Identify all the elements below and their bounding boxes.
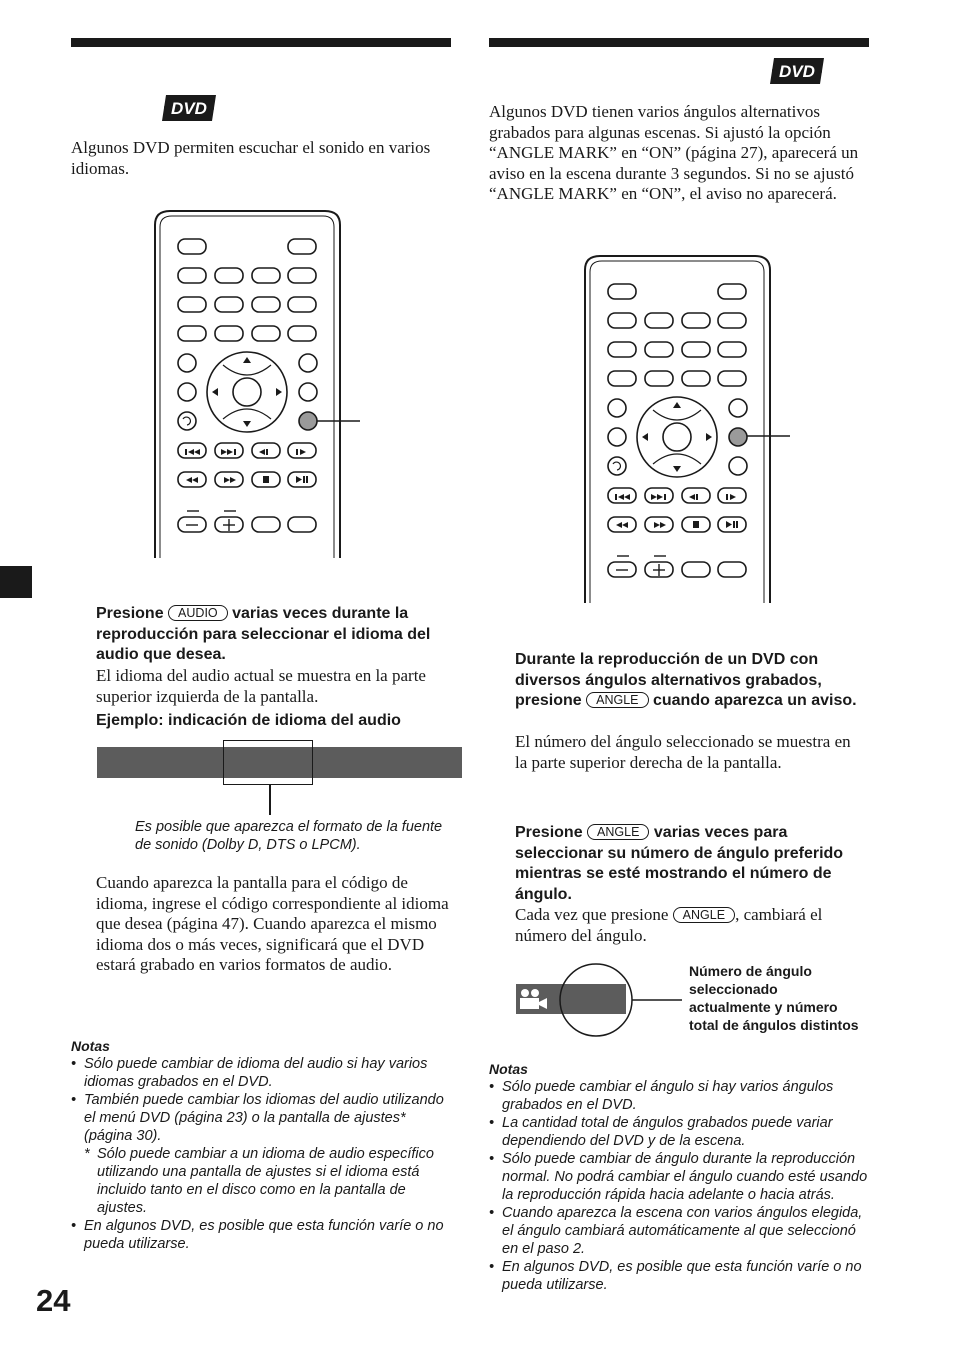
callout-line-left — [269, 785, 271, 815]
angle-osd-illustration — [514, 962, 684, 1040]
right-step2-instruction — [515, 823, 865, 905]
left-step1-post: varias veces durante la reproducción para seleccionar el idioma del audio que desea. — [96, 605, 431, 663]
dvd-logo-text: DVD — [779, 62, 815, 81]
left-note-2: • También puede cambiar los idiomas del audio utilizando el menú DVD (página 23) o la pantalla de ajustes* (página 30). — [71, 1091, 451, 1145]
right-step1-desc: El número del ángulo seleccionado se muestra en la parte superior derecha de la pantalla. — [515, 732, 851, 772]
dvd-logo-text: DVD — [171, 99, 207, 118]
left-notes-heading: Notas — [71, 1038, 110, 1054]
angle-key-3: ANGLE — [673, 907, 735, 923]
right-intro: Algunos DVD tienen varios ángulos alternativos grabados para algunas escenas. Si ajustó la opción “ANGLE MARK” en “ON” (página 27), aparecerá un aviso en la escena durante 3 segundos. Si no se ajustó “ANGLE MARK” en “ON”, el aviso no aparecerá. — [489, 102, 859, 203]
page-number: 24 — [36, 1283, 71, 1318]
left-intro: Algunos DVD permiten escuchar el sonido en varios idiomas. — [71, 138, 431, 178]
audio-language-highlight — [223, 740, 313, 785]
left-note-4: • En algunos DVD, es posible que esta función varíe o no pueda utilizarse. — [71, 1217, 451, 1253]
left-step1-instruction — [96, 604, 456, 666]
left-note-3: * Sólo puede cambiar a un idioma de audio específico utilizando una pantalla de ajustes si el idioma está incluido tanto en el disco como en la pantalla de ajustes. — [71, 1145, 451, 1217]
right-step2-pre: Presione — [515, 824, 583, 841]
left-header-rule — [71, 38, 451, 47]
dvd-logo-right — [768, 56, 826, 86]
left-step1-desc: El idioma del audio actual se muestra en la parte superior izquierda de la pantalla. — [96, 666, 426, 706]
right-note-4: • Cuando aparezca la escena con varios ángulos elegida, el ángulo cambiará automáticamente al que seleccionó en el paso 2. — [489, 1204, 869, 1258]
left-body: Cuando aparezca la pantalla para el código de idioma, ingrese el código correspondiente al idioma que desea (página 47). Cuando aparezca el mismo idioma dos o más veces, significará que el DVD estará grabado en varios formatos de audio. — [96, 873, 449, 974]
right-step2-desc-pre: Cada vez que presione — [515, 905, 669, 924]
chapter-tab — [0, 566, 32, 598]
dvd-logo-left — [160, 93, 218, 123]
angle-callout: Número de ángulo seleccionado actualmente y número total de ángulos distintos — [689, 963, 859, 1033]
remote-control-right — [580, 250, 795, 605]
example-label: Ejemplo: indicación de idioma del audio — [96, 712, 401, 729]
right-step2-post: varias veces para seleccionar su número de ángulo preferido mientras se esté mostrando el número de ángulo. — [515, 824, 844, 903]
right-notes-heading: Notas — [489, 1061, 528, 1077]
right-header-rule — [489, 38, 869, 47]
remote-control-left — [150, 205, 365, 560]
angle-key-2: ANGLE — [587, 824, 649, 840]
right-note-2: • La cantidad total de ángulos grabados puede variar dependiendo del DVD y de la escena. — [489, 1114, 869, 1150]
left-notes-list — [71, 1055, 451, 1253]
right-step2-desc-post: , cambiará el número del ángulo. — [515, 905, 823, 945]
right-note-5: • En algunos DVD, es posible que esta función varíe o no pueda utilizarse. — [489, 1258, 869, 1294]
angle-key-1: ANGLE — [586, 692, 648, 708]
right-note-1: • Sólo puede cambiar el ángulo si hay varios ángulos grabados en el DVD. — [489, 1078, 869, 1114]
audio-key: AUDIO — [168, 605, 228, 621]
left-note-1: • Sólo puede cambiar de idioma del audio si hay varios idiomas grabados en el DVD. — [71, 1055, 451, 1091]
left-step1-pre: Presione — [96, 605, 164, 622]
right-note-3: • Sólo puede cambiar de ángulo durante la reproducción normal. No podrá cambiar el ángulo cuando esté usando la reproducción rápida hacia adelante o hacia atrás. — [489, 1150, 869, 1204]
format-caption: Es posible que aparezca el formato de la fuente de sonido (Dolby D, DTS o LPCM). — [135, 819, 443, 853]
right-step1-pre: Durante la reproducción de un DVD con diversos ángulos alternativos grabados, presione — [515, 651, 822, 709]
right-step1-post: cuando aparezca un aviso. — [652, 692, 857, 709]
right-step2-desc — [515, 905, 865, 946]
right-notes-list — [489, 1078, 869, 1294]
right-step1-instruction — [515, 650, 865, 712]
